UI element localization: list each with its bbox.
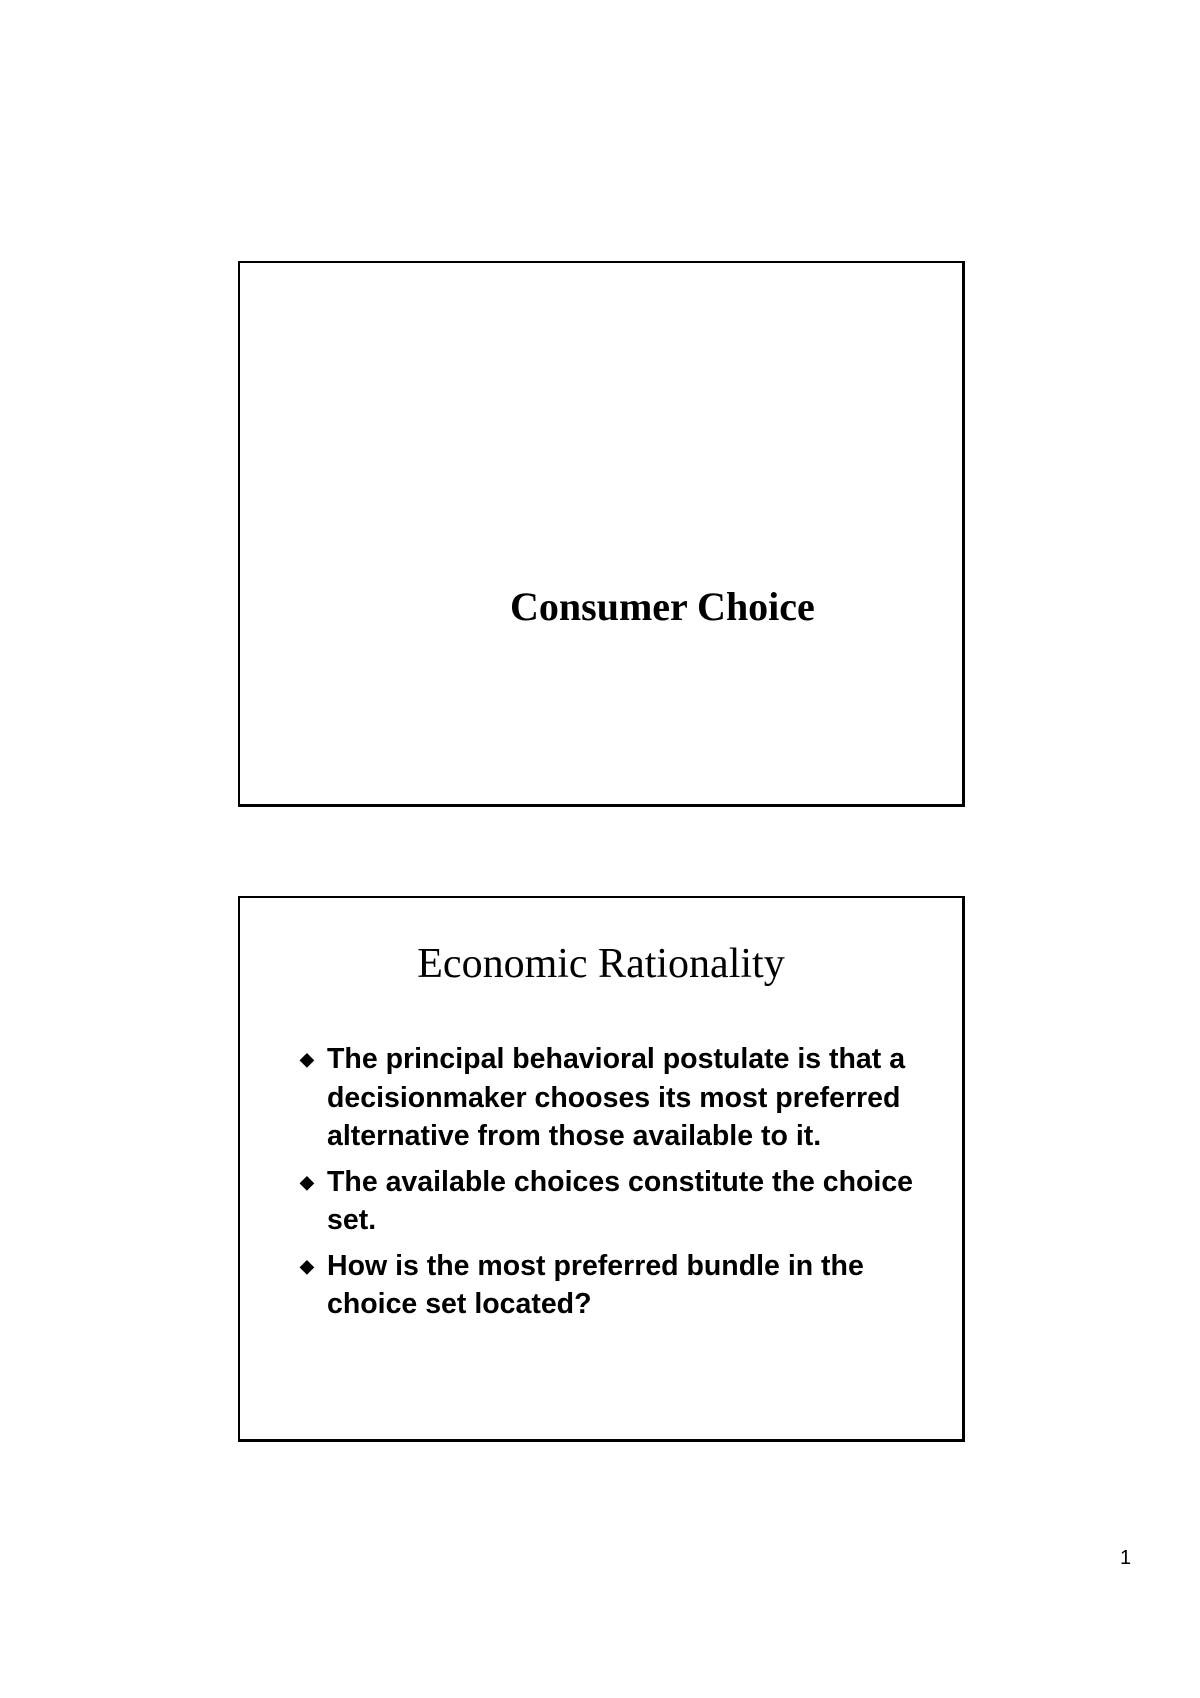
slide-title: Consumer Choice: [510, 584, 815, 629]
bullet-item: [300, 1040, 940, 1156]
bullet-text: The principal behavioral postulate is that a decisionmaker chooses its most preferred alternative from those available to it.: [327, 1043, 906, 1152]
bullet-item: [300, 1163, 940, 1240]
bullet-item: [300, 1247, 940, 1324]
bullet-list: [300, 1040, 940, 1331]
slide-title: Economic Rationality: [417, 941, 785, 987]
diamond-bullet-icon: ◆: [300, 1255, 314, 1276]
bullet-text: How is the most preferred bundle in the choice set located?: [327, 1249, 864, 1320]
diamond-bullet-icon: ◆: [300, 1049, 314, 1069]
slide-economic-rationality: [238, 896, 965, 1442]
diamond-bullet-icon: ◆: [300, 1171, 314, 1192]
bullet-text: The available choices constitute the choice set.: [327, 1165, 914, 1236]
page-number: 1: [1120, 1547, 1132, 1569]
slide-consumer-choice: [238, 261, 965, 807]
